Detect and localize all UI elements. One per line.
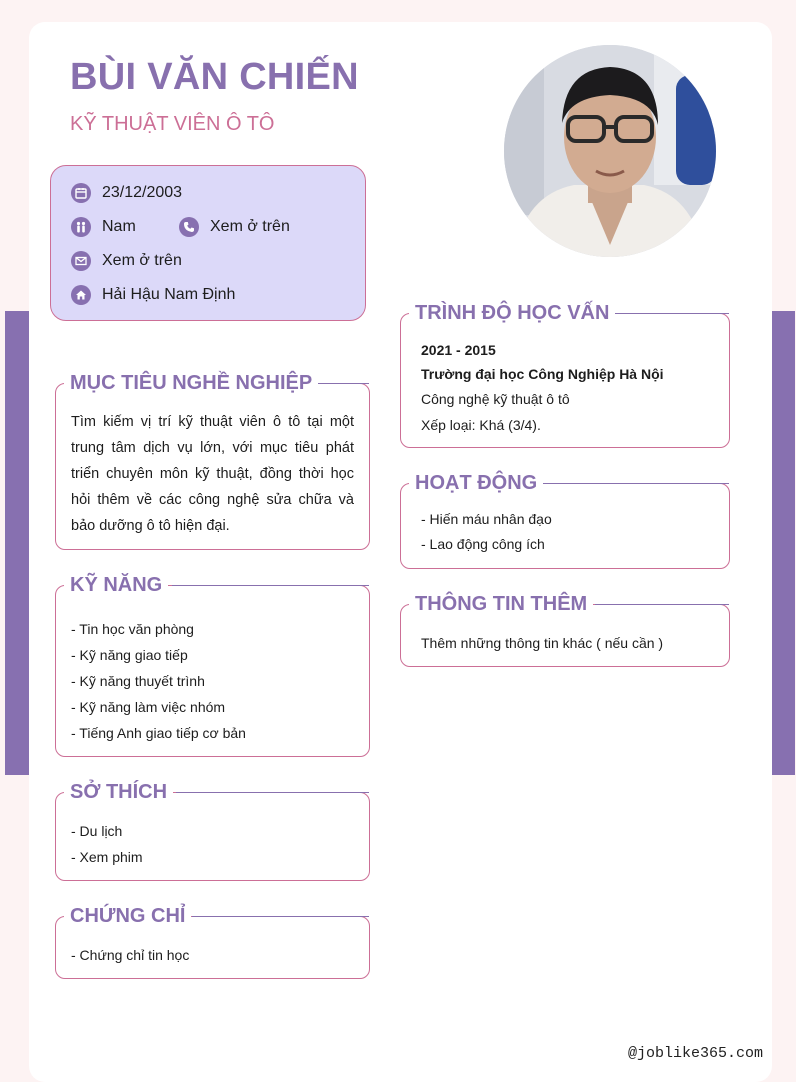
address-row — [71, 285, 235, 305]
skills-title: KỸ NĂNG — [64, 572, 168, 598]
email-value: Xem ở trên — [102, 252, 182, 269]
email-icon — [71, 251, 91, 271]
title-rule — [543, 483, 729, 484]
activities-section — [400, 472, 730, 569]
phone-value: Xem ở trên — [210, 218, 290, 235]
job-title: KỸ THUẬT VIÊN Ô TÔ — [70, 113, 275, 135]
birthday-row — [71, 183, 182, 203]
objective-title: MỤC TIÊU NGHỀ NGHIỆP — [64, 370, 318, 396]
email-row — [71, 251, 182, 271]
title-rule — [176, 792, 369, 793]
list-item: - Hiến máu nhân đạo — [421, 511, 552, 527]
address-value: Hải Hậu Nam Định — [102, 286, 236, 303]
objective-section — [55, 372, 370, 550]
education-grade: Xếp loại: Khá (3/4). — [421, 417, 541, 433]
list-item: - Lao động công ích — [421, 536, 545, 552]
home-icon — [71, 285, 91, 305]
extra-info-title: THÔNG TIN THÊM — [409, 591, 593, 617]
phone-icon — [179, 217, 199, 237]
right-accent-band — [771, 311, 795, 775]
list-item: - Tiếng Anh giao tiếp cơ bản — [71, 725, 246, 741]
list-item: - Du lịch — [71, 823, 123, 839]
profile-photo — [504, 45, 716, 257]
title-rule — [595, 604, 729, 605]
contact-card — [50, 165, 366, 321]
list-item: - Kỹ năng làm việc nhóm — [71, 699, 226, 715]
list-item: - Chứng chỉ tin học — [71, 947, 190, 963]
education-title: TRÌNH ĐỘ HỌC VẤN — [409, 300, 615, 326]
extra-info-section — [400, 593, 730, 667]
phone-row — [179, 217, 290, 237]
list-item: - Xem phim — [71, 849, 143, 865]
gender-value: Nam — [102, 218, 136, 235]
title-rule — [192, 916, 369, 917]
objective-text: Tìm kiếm vị trí kỹ thuật viên ô tô tại một trung tâm dịch vụ lớn, với mục tiêu phát triển chuyên môn kỹ thuật, đồng thời học hỏi thêm về các công nghệ sửa chữa và bảo dưỡng ô tô hiện đại. — [71, 414, 354, 534]
birthday-value: 23/12/2003 — [102, 184, 183, 201]
calendar-icon — [71, 183, 91, 203]
education-section — [400, 302, 730, 448]
education-years: 2021 - 2015 — [421, 342, 496, 358]
certificates-section — [55, 905, 370, 979]
activities-list — [421, 507, 714, 557]
list-item: - Tin học văn phòng — [71, 621, 194, 637]
skills-section — [55, 574, 370, 757]
hobbies-list — [71, 818, 354, 870]
hobbies-section — [55, 781, 370, 881]
watermark-text: @joblike365.com — [627, 1045, 763, 1062]
title-rule — [172, 585, 369, 586]
education-major: Công nghệ kỹ thuật ô tô — [421, 391, 570, 407]
skills-list — [71, 616, 354, 746]
activities-title: HOẠT ĐỘNG — [409, 470, 543, 496]
extra-info-text: Thêm những thông tin khác ( nếu cần ) — [421, 635, 664, 651]
extra-info-text-wrap — [421, 630, 714, 656]
title-rule — [613, 313, 729, 314]
candidate-name: BÙI VĂN CHIẾN — [70, 56, 359, 98]
education-content — [421, 338, 714, 438]
hobbies-title: SỞ THÍCH — [64, 779, 173, 805]
gender-row — [71, 217, 136, 237]
list-item: - Kỹ năng giao tiếp — [71, 647, 188, 663]
left-accent-band — [5, 311, 29, 775]
gender-icon — [71, 217, 91, 237]
list-item: - Kỹ năng thuyết trình — [71, 673, 205, 689]
certificates-title: CHỨNG CHỈ — [64, 903, 191, 929]
certificates-list — [71, 942, 354, 968]
education-school: Trường đại học Công Nghiệp Hà Nội — [421, 366, 664, 382]
